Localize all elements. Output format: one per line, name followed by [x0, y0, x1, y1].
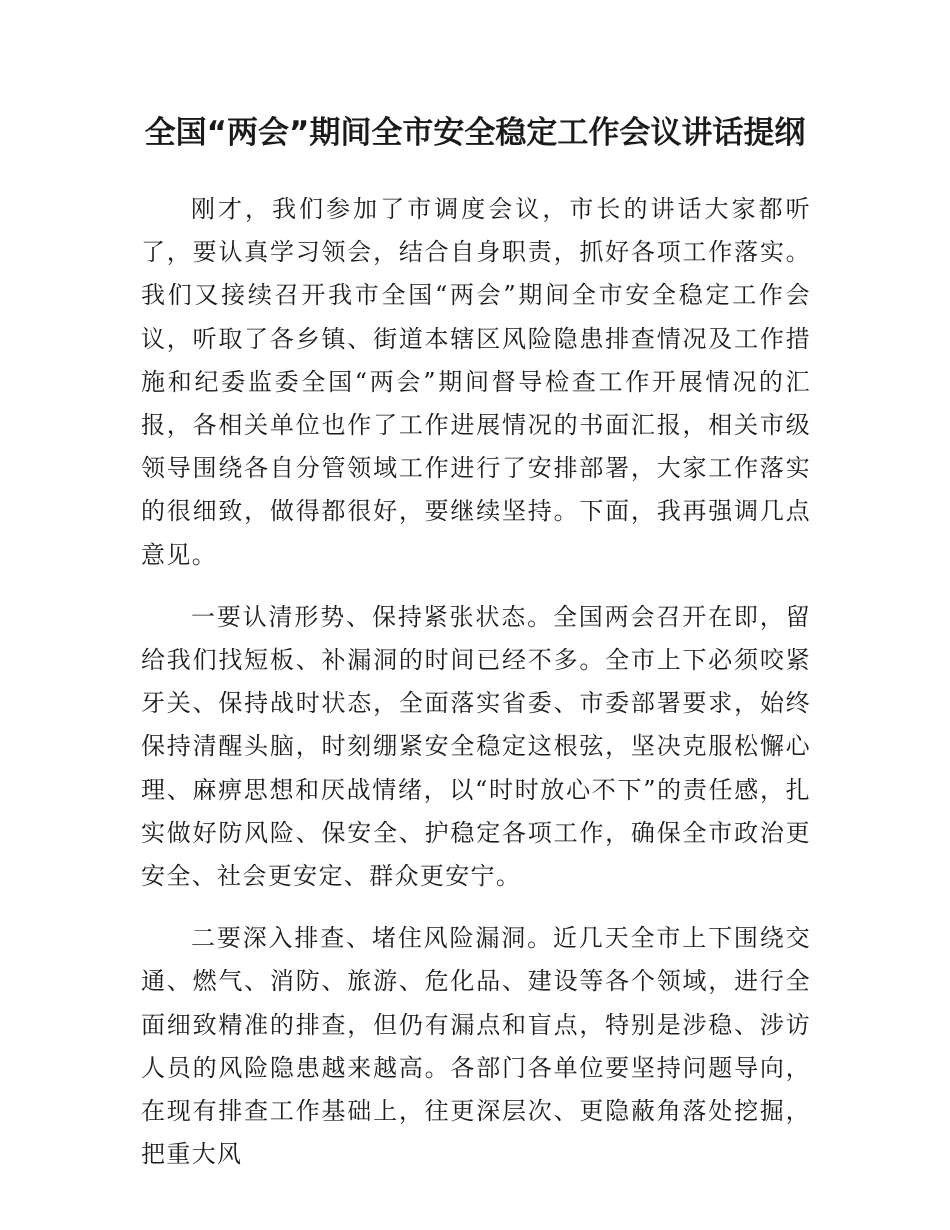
document-body [141, 188, 811, 1195]
document-title: 全国“两会”期间全市安全稳定工作会议讲话提纲 [144, 115, 806, 151]
paragraph-point-one: 一要认清形势、保持紧张状态。全国两会召开在即，留给我们找短板、补漏洞的时间已经不多。全市上下必须咬紧牙关、保持战时状态，全面落实省委、市委部署要求，始终保持清醒头脑，时刻绷紧安全稳定这根弦，坚决克服松懈心理、麻痹思想和厌战情绪，以“时时放心不下”的责任感，扎实做好防风险、保安全、护稳定各项工作，确保全市政治更安全、社会更安定、群众更安宁。 [141, 602, 811, 891]
paragraph-point-two: 二要深入排查、堵住风险漏洞。近几天全市上下围绕交通、燃气、消防、旅游、危化品、建设等各个领域，进行全面细致精准的排查，但仍有漏点和盲点，特别是涉稳、涉访人员的风险隐患越来越高。各部门各单位要坚持问题导向，在现有排查工作基础上，往更深层次、更隐蔽角落处挖掘，把重大风 [141, 924, 811, 1169]
paragraph-opening: 刚才，我们参加了市调度会议，市长的讲话大家都听了，要认真学习领会，结合自身职责，抓好各项工作落实。我们又接续召开我市全国“两会”期间全市安全稳定工作会议，听取了各乡镇、街道本辖区风险隐患排查情况及工作措施和纪委监委全国“两会”期间督导检查工作开展情况的汇报，各相关单位也作了工作进展情况的书面汇报，相关市级领导围绕各自分管领域工作进行了安排部署，大家工作落实的很细致，做得都很好，要继续坚持。下面，我再强调几点意见。 [141, 195, 811, 569]
